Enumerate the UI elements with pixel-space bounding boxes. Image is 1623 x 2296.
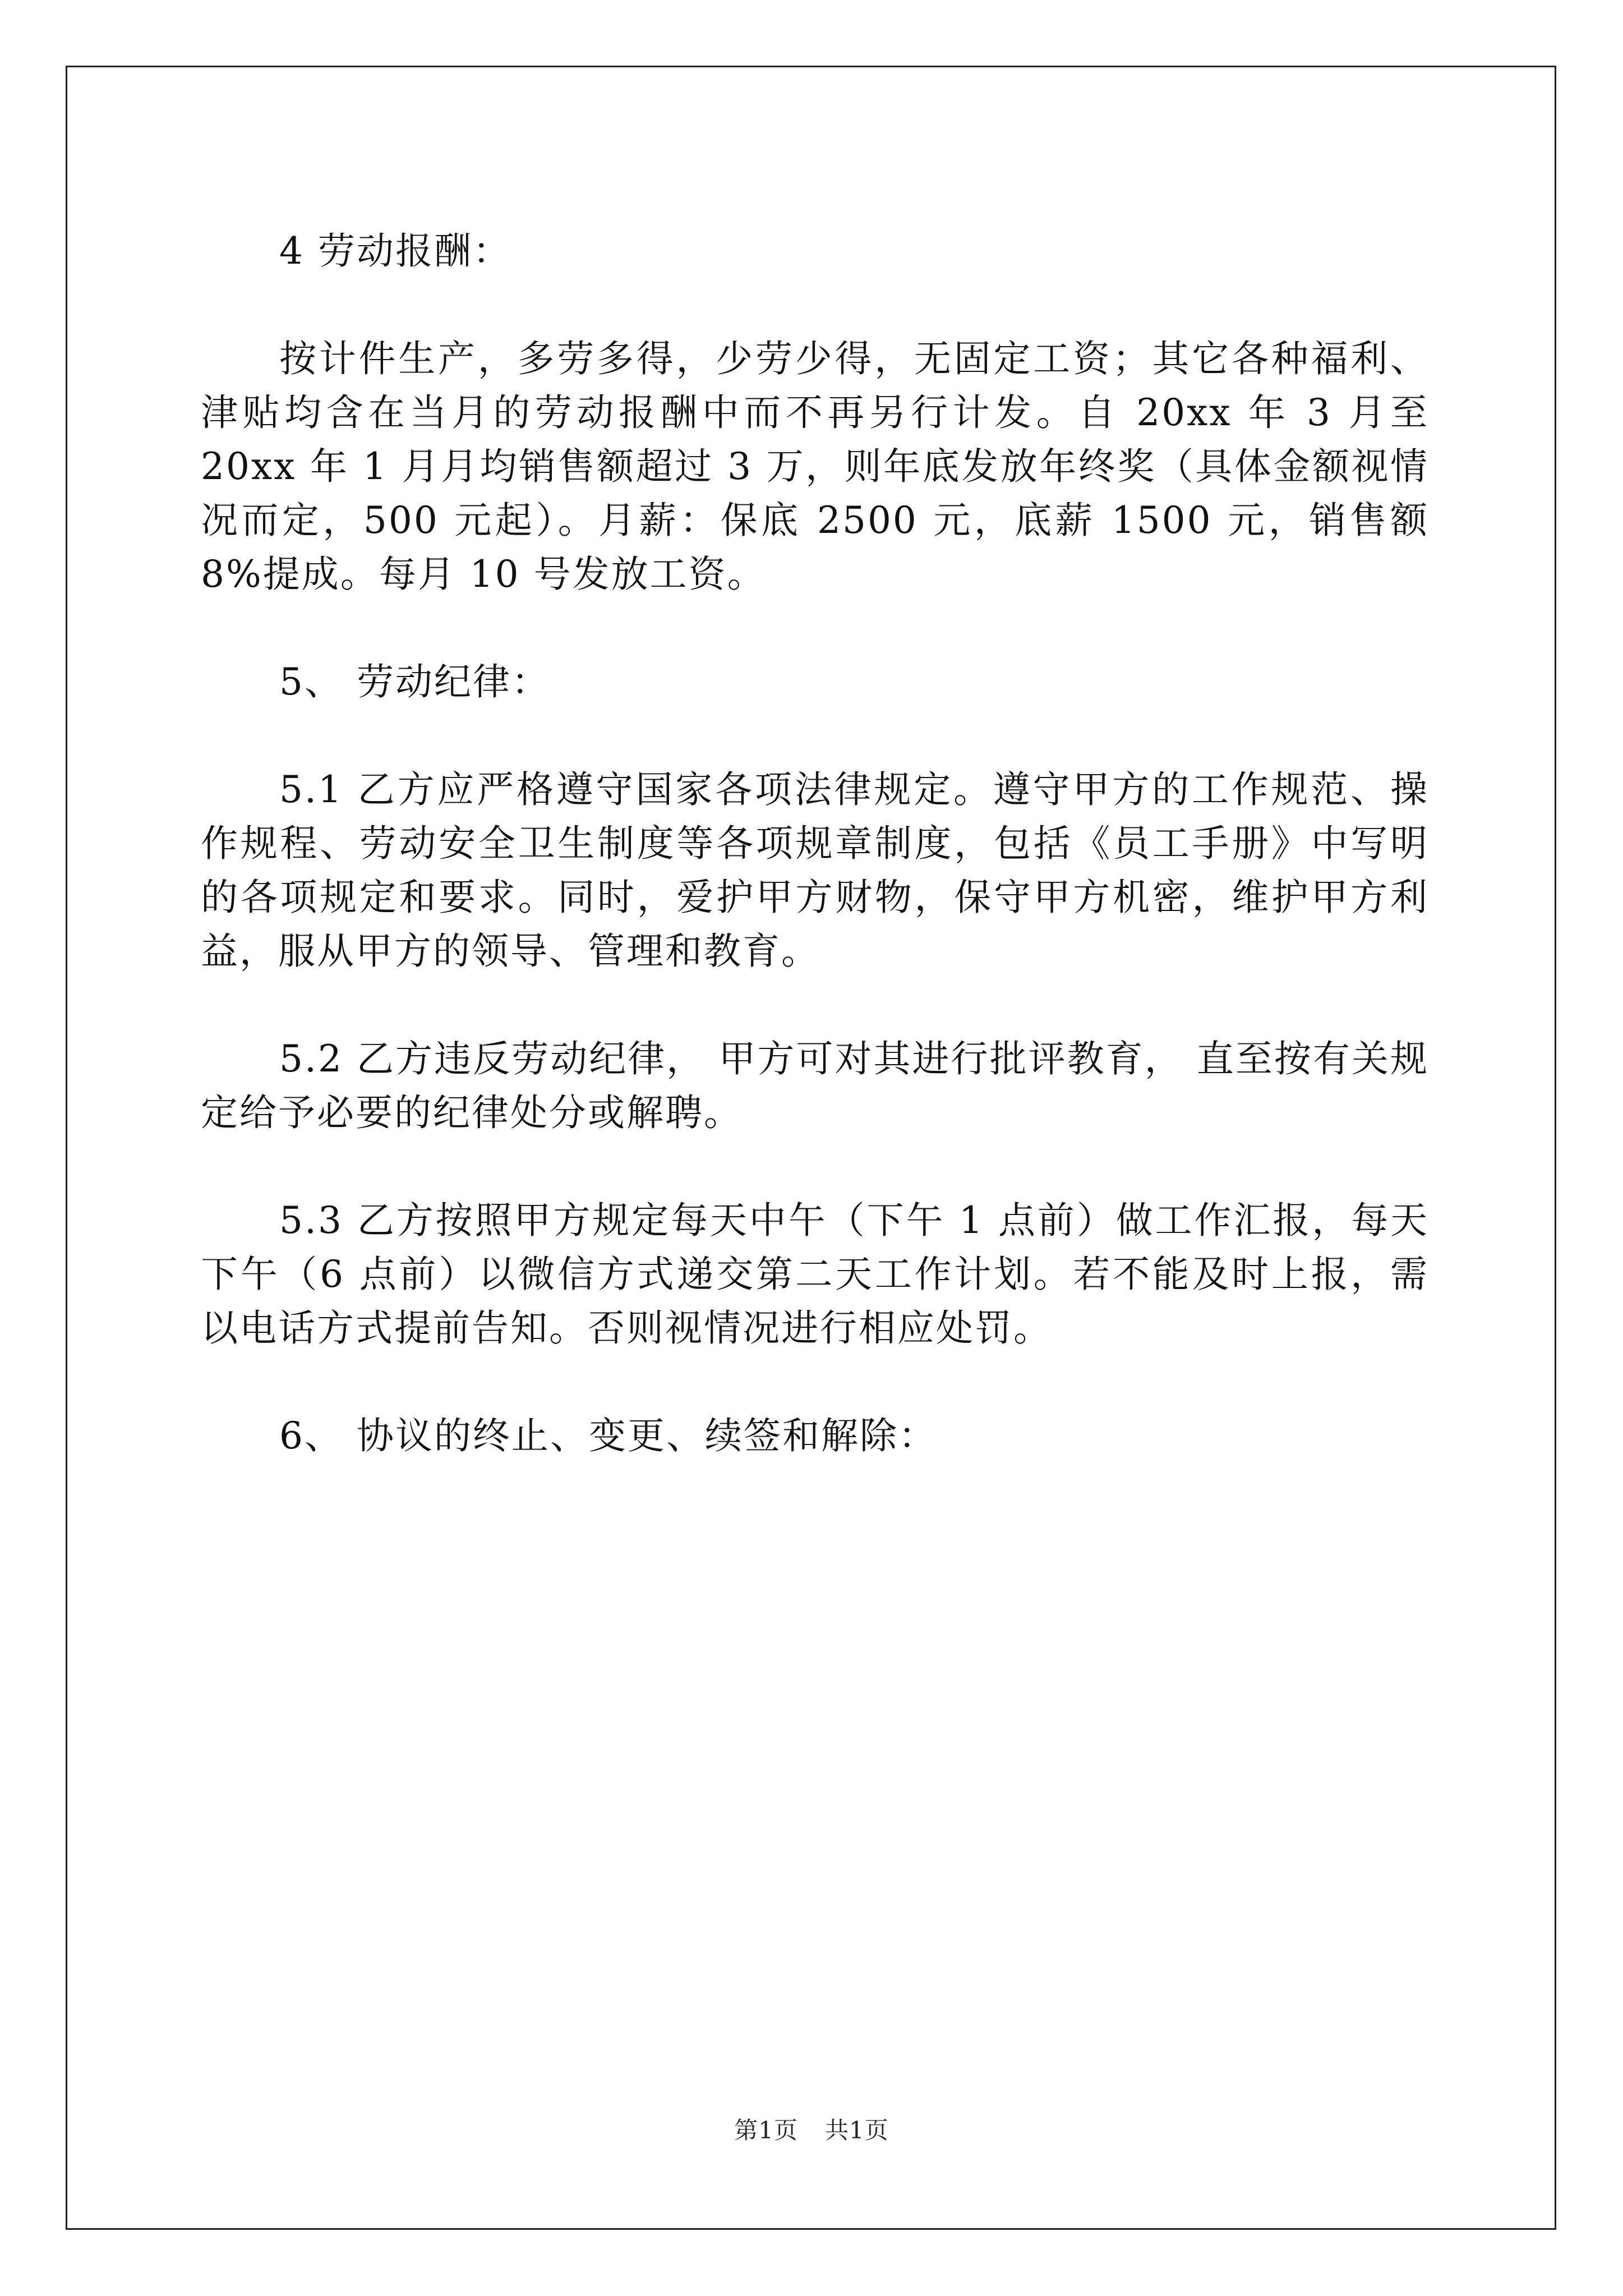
section-heading-labor-pay: 4 劳动报酬： (279, 229, 511, 273)
section-heading-termination: 6、 协议的终止、变更、续签和解除： (279, 1414, 937, 1457)
page-total: 共1页 (825, 2116, 889, 2144)
paragraph-5-3: 5.3 乙方按照甲方规定每天中午（下午 1 点前）做工作汇报，每天下午（6 点前）以微信方式递交第二天工作计划。若不能及时上报，需以电话方式提前告知。否则视情况进行相应处罚。 (201, 1199, 1429, 1350)
paragraph-labor-pay: 按计件生产，多劳多得，少劳少得，无固定工资；其它各种福利、津贴均含在当月的劳动报酬中而不再另行计发。自 20xx 年 3 月至 20xx 年 1 月月均销售额超过 3 万，则年底发放年终奖（具体金额视情况而定，500 元起）。月薪：保底 2500 元，底薪 1500 元，销售额 8%提成。每月 10 号发放工资。 (201, 337, 1429, 596)
page-footer (0, 2112, 1623, 2146)
paragraph-5-1: 5.1 乙方应严格遵守国家各项法律规定。遵守甲方的工作规范、操作规程、劳动安全卫生制度等各项规章制度，包括《员工手册》中写明的各项规定和要求。同时，爱护甲方财物，保守甲方机密，维护甲方利益，服从甲方的领导、管理和教育。 (201, 768, 1429, 973)
page-number: 第1页 (734, 2116, 798, 2144)
section-heading-labor-discipline: 5、 劳动纪律： (279, 660, 550, 703)
paragraph-5-2: 5.2 乙方违反劳动纪律， 甲方可对其进行批评教育， 直至按有关规定给予必要的纪律处分或解聘。 (201, 1037, 1429, 1134)
document-body (201, 224, 1429, 1517)
